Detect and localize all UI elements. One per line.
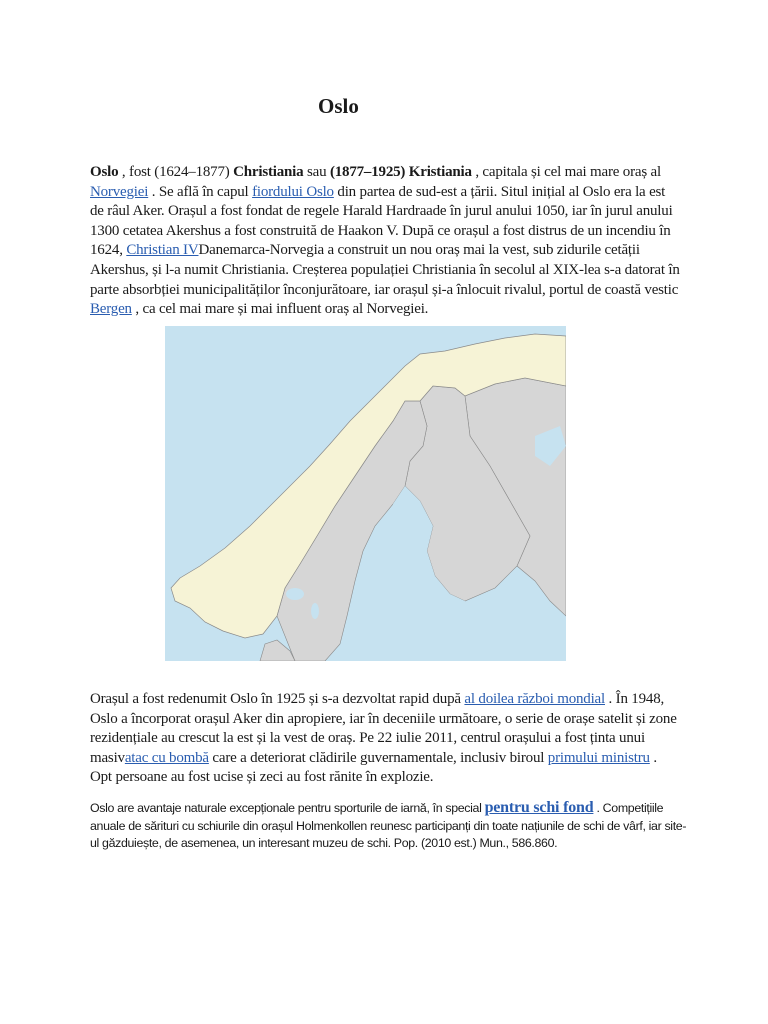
text-run: , fost (1624–1877) xyxy=(118,164,234,180)
map-lake-vanern xyxy=(286,588,304,600)
text-run: , ca cel mai mare și mai influent oraș al Norvegiei. xyxy=(131,301,429,318)
link-primului-ministru[interactable]: primului ministru xyxy=(547,749,650,766)
text-run: sau xyxy=(303,164,330,180)
text-run: din partea de sud-est a țării. Situl inițial al Oslo era la est de râul Aker. Orașul a fost fondat de regele Harald Hardraade în jurul anului 1050, iar în jurul anului 1300 cetatea Akershus a fost construită de Haakon V. După ce orașul a fost distrus de un incendiu în 1624, xyxy=(90,183,673,259)
text-run: care a deteriorat clădirile guvernamentale, inclusiv biroul xyxy=(208,749,548,766)
link-atac-cu-bomba[interactable]: atac cu bombă xyxy=(124,749,209,766)
link-christian-iv[interactable]: Christian IV xyxy=(126,242,199,259)
page-title: Oslo xyxy=(318,94,359,118)
term-oslo: Oslo xyxy=(90,164,119,180)
term-christiania: Christiania xyxy=(233,164,304,180)
text-run: . Competițiile anuale de sărituri cu schiurile din orașul Holmenkollen reunesc participanți din toate națiunile de schi de vârf, iar site-ul găzduiește, de asemenea, un interesant muzeu de schi. Pop. (2010 est.) Mun., 586.860. xyxy=(90,801,687,850)
text-run: Danemarca-Norvegia a construit un nou oraș mai la vest, sub zidurile cetății Akershus, și l-a numit Christiania. Creșterea populației Christiania în secolul al XIX-lea s-a datorat în parte absorbției municipalităților înconjurătoare, iar orașul și-a înlocuit rivalul, portul de coastă vestic xyxy=(90,242,680,298)
link-norvegiei[interactable]: Norvegiei xyxy=(90,183,149,200)
link-bergen[interactable]: Bergen xyxy=(90,301,132,318)
text-run: . Opt persoane au fost ucise și zeci au fost rănite în explozie. xyxy=(90,749,657,786)
intro-paragraph xyxy=(90,163,680,320)
text-run: Orașul a fost redenumit Oslo în 1925 și s-a dezvoltat rapid după xyxy=(90,691,465,707)
link-pentru-schi-fond[interactable]: pentru schi fond xyxy=(484,799,594,816)
text-run: . Se află în capul xyxy=(148,183,253,200)
history-paragraph xyxy=(90,690,680,788)
scandinavia-map xyxy=(165,326,566,661)
map-lake-vattern xyxy=(311,603,319,619)
text-run: Oslo are avantaje naturale excepționale pentru sporturile de iarnă, în special xyxy=(90,801,485,815)
link-fiordului-oslo[interactable]: fiordului Oslo xyxy=(252,183,334,200)
term-kristiania: (1877–1925) Kristiania xyxy=(329,164,472,180)
text-run: , capitala și cel mai mare oraș al xyxy=(471,164,661,180)
sports-paragraph xyxy=(90,799,688,853)
text-run: . În 1948, Oslo a încorporat orașul Aker din apropiere, iar în deceniile următoare, o serie de orașe satelit și zone rezidențiale au crescut la est și la vest de oraș. Pe 22 iulie 2011, centrul orașului a fost ținta unui masiv xyxy=(90,691,677,766)
link-al-doilea-razboi-mondial[interactable]: al doilea război mondial xyxy=(464,691,605,707)
